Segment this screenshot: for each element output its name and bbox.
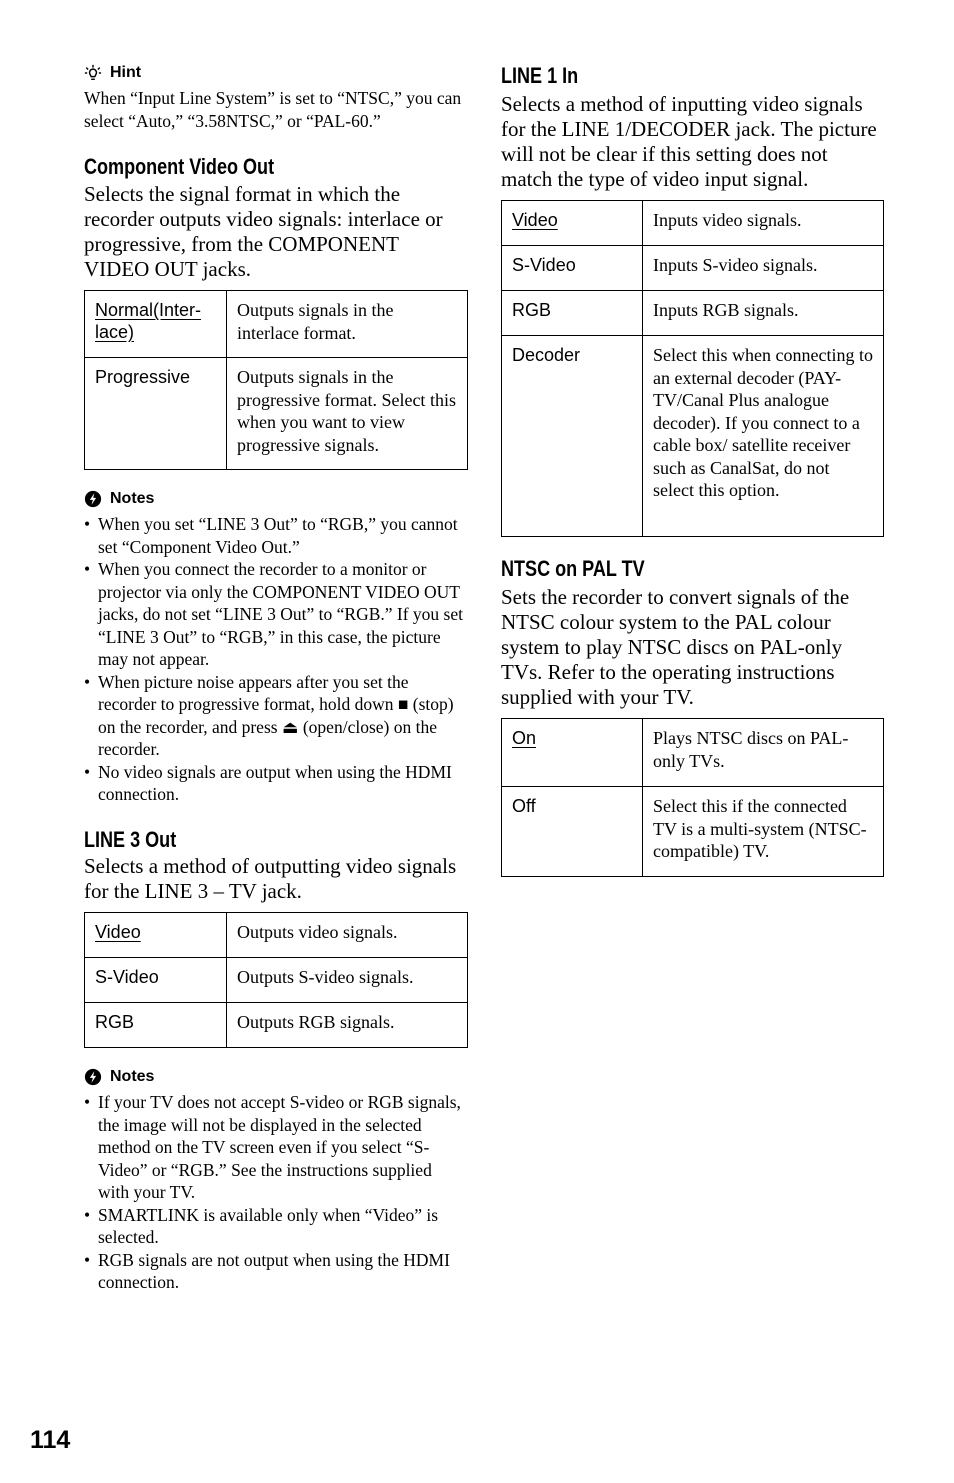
option-description: Outputs signals in the interlace format. (227, 291, 468, 358)
table-row (502, 201, 884, 246)
option-progressive: Progressive (85, 358, 227, 470)
table-row (502, 787, 884, 877)
component-video-out-title: Component Video Out (84, 154, 275, 179)
hint-heading (84, 64, 141, 82)
option-description: Inputs RGB signals. (643, 291, 884, 336)
option-description: Plays NTSC discs on PAL-only TVs. (643, 719, 884, 787)
lightbulb-icon (84, 64, 102, 82)
list-item: • No video signals are output when using the HDMI connection. (84, 761, 466, 806)
list-item: • SMARTLINK is available only when “Video” is selected. (84, 1204, 466, 1249)
option-decoder: Decoder (502, 336, 643, 537)
option-description: Inputs video signals. (643, 201, 884, 246)
line3-out-table (84, 912, 468, 1048)
option-rgb: RGB (85, 1003, 227, 1048)
list-item: • If your TV does not accept S-video or RGB signals, the image will not be displayed in the selected method on the TV screen even if you select “S-Video” or “RGB.” See the instructions supplied with your TV. (84, 1091, 466, 1204)
option-description: Outputs S-video signals. (227, 958, 468, 1003)
option-rgb: RGB (502, 291, 643, 336)
option-s-video: S-Video (502, 246, 643, 291)
notes-warning-icon (84, 490, 102, 508)
table-row (502, 291, 884, 336)
option-description: Outputs signals in the progressive format. Select this when you want to view progressive signals. (227, 358, 468, 470)
list-item: • When you set “LINE 3 Out” to “RGB,” you cannot set “Component Video Out.” (84, 513, 466, 558)
ntsc-on-pal-tv-table (501, 718, 884, 877)
page-number: 114 (30, 1426, 71, 1454)
option-description: Select this if the connected TV is a multi-system (NTSC-compatible) TV. (643, 787, 884, 877)
list-item: • RGB signals are not output when using the HDMI connection. (84, 1249, 466, 1294)
table-row (85, 291, 468, 358)
list-item: • When picture noise appears after you set the recorder to progressive format, hold down ■ (stop) on the recorder, and press ⏏ (open/close) on the recorder. (84, 671, 466, 761)
notes-list (84, 1091, 466, 1294)
notes-list (84, 513, 466, 806)
hint-text: When “Input Line System” is set to “NTSC,” you can select “Auto,” “3.58NTSC,” or “PAL-60.” (84, 88, 462, 131)
table-row (502, 246, 884, 291)
table-row (85, 358, 468, 470)
table-row (85, 913, 468, 958)
table-row (85, 958, 468, 1003)
line1-in-title: LINE 1 In (501, 63, 579, 88)
option-off: Off (502, 787, 643, 877)
line1-in-description: Selects a method of inputting video signals for the LINE 1/DECODER jack. The picture will not be clear if this setting does not match the type of video input signal. (501, 92, 877, 191)
notes-label: Notes (110, 490, 155, 507)
line3-out-description: Selects a method of outputting video signals for the LINE 3 – TV jack. (84, 854, 457, 903)
notes-warning-icon (84, 1068, 102, 1086)
option-description: Outputs RGB signals. (227, 1003, 468, 1048)
component-video-out-table (84, 290, 468, 470)
table-row (502, 336, 884, 537)
option-video: Video (502, 201, 643, 246)
table-row (85, 1003, 468, 1048)
line1-in-table (501, 200, 884, 537)
notes-label: Notes (110, 1068, 155, 1085)
notes-heading (84, 1068, 154, 1086)
option-description: Select this when connecting to an external decoder (PAY-TV/Canal Plus analogue decoder). If you connect to a cable box/ satellite receiver such as CanalSat, do not select this option. (643, 336, 884, 537)
component-video-out-description: Selects the signal format in which the recorder outputs video signals: interlace or progressive, from the COMPONENT VIDEO OUT jacks. (84, 182, 443, 281)
table-row (502, 719, 884, 787)
option-s-video: S-Video (85, 958, 227, 1003)
option-on: On (502, 719, 643, 787)
option-description: Outputs video signals. (227, 913, 468, 958)
list-item: • When you connect the recorder to a monitor or projector via only the COMPONENT VIDEO OUT jacks, do not set “LINE 3 Out” to “RGB.” If you set “LINE 3 Out” to “RGB,” in this case, the picture may not appear. (84, 558, 466, 671)
ntsc-on-pal-tv-description: Sets the recorder to convert signals of the NTSC colour system to the PAL colour system to play NTSC discs on PAL-only TVs. Refer to the operating instructions supplied with your TV. (501, 585, 850, 709)
option-video: Video (85, 913, 227, 958)
option-normal-interlace: Normal(Inter- lace) (85, 291, 227, 358)
hint-label: Hint (110, 64, 142, 81)
option-description: Inputs S-video signals. (643, 246, 884, 291)
ntsc-on-pal-tv-title: NTSC on PAL TV (501, 556, 645, 581)
line3-out-title: LINE 3 Out (84, 827, 177, 852)
notes-heading (84, 490, 154, 508)
